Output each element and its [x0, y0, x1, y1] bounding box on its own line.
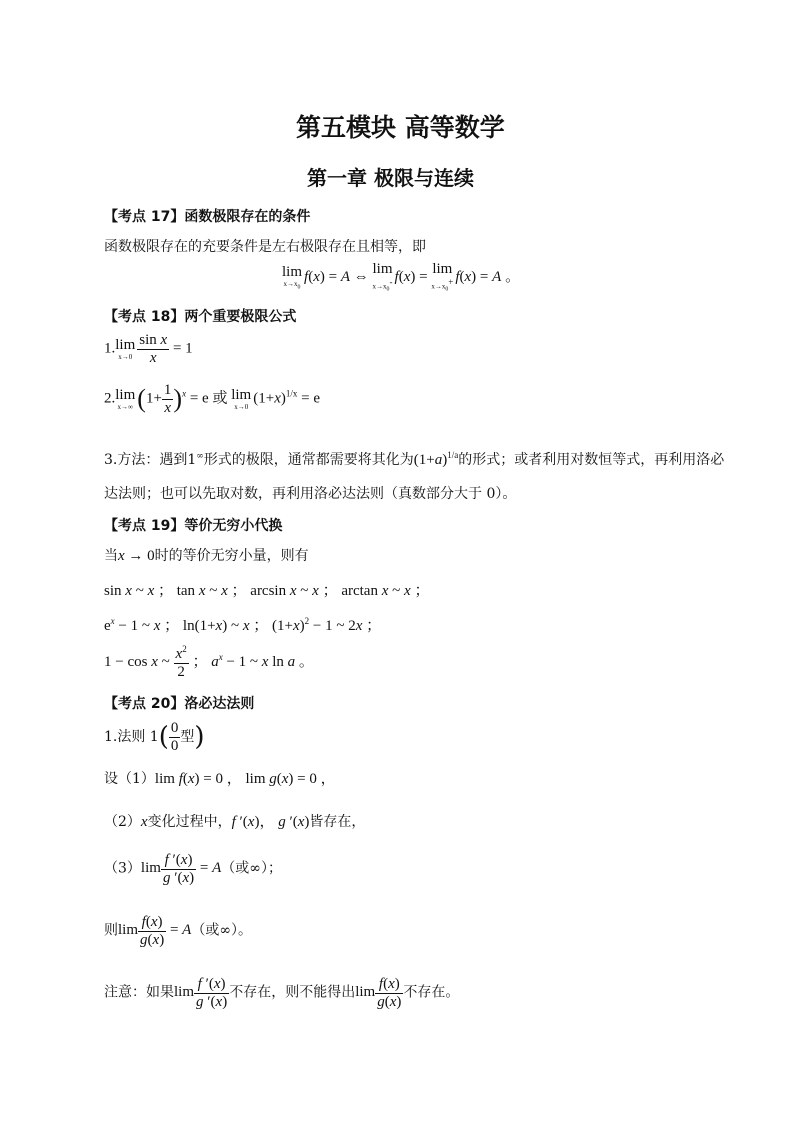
kp19-intro: 当x → 0时的等价无穷小量，则有 — [104, 548, 309, 564]
kp18-item3-line1: 3.方法：遇到1∞形式的极限，通常都需要将其化为$(1+a)^{1/a}$的形式；或者利用对数恒等式，再利用洛必 — [104, 450, 725, 468]
kp17-formula: lim $x\to x_0$ f(x) = A ⇔ lim $x\to x_0^-$ f(x) = lim $x\to x_0^+$ f(x) = A 。 — [282, 261, 521, 293]
kp20-cond1: 设（1）lim f(x) = 0 ， lim g(x) = 0 ， — [104, 771, 336, 787]
kp19-equiv-3: 1 − cos x ~ $\frac{x^2}{2}$ ； $a^x - 1$ ~ x ln a 。 — [104, 644, 314, 680]
kp20-heading: 【考点 20】洛必达法则 — [104, 696, 255, 712]
kp20-then: 则lim $\frac{f(x)}{g(x)}$ = A（或∞）。 — [104, 914, 252, 948]
kp18-formula-1: 1.lim x→0 $\frac{\text{sin x}}{x}$ = 1 — [104, 332, 193, 366]
kp17-text: 函数极限存在的充要条件是左右极限存在且相等，即 — [104, 239, 426, 255]
kp18-formula-2: 2.lim x→∞ (1+ $\frac{1}{x}$ )$^x$ = e 或 lim x→0 $(1+x)^{1/x} = e$ — [104, 382, 320, 416]
kp20-note: 注意：如果lim $\frac{f '(x)}{g '(x)}$ 不存在，则不能得出lim $\frac{f(x)}{g(x)}$ 不存在。 — [104, 976, 460, 1010]
kp19-equiv-2: $e^x - 1$ ~ x ； ln(1+x) ~ x ； $(1+x)^2 - 1$ ~ 2x ； — [104, 616, 382, 634]
kp19-heading: 【考点 19】等价无穷小代换 — [104, 518, 283, 534]
chapter-title: 第一章 极限与连续 — [307, 166, 474, 190]
kp20-rule1: 1.法则 1( $\frac{0}{0}$ 型) — [104, 720, 205, 754]
kp19-equiv-1: sin x ~ x ； tan x ~ x ； arcsin x ~ x ； arctan x ~ x ； — [104, 583, 430, 599]
kp18-heading: 【考点 18】两个重要极限公式 — [104, 309, 297, 325]
kp18-item2-label: 2. — [104, 390, 116, 407]
kp18-item1-label: 1. — [104, 340, 116, 357]
kp20-cond2: （2）x变化过程中，f ′(x)， g ′(x)皆存在， — [104, 814, 366, 830]
module-title: 第五模块 高等数学 — [296, 113, 505, 142]
kp20-cond3: （3）lim $\frac{f '(x)}{g '(x)}$ = A（或∞）； — [104, 852, 282, 886]
kp17-heading: 【考点 17】函数极限存在的条件 — [104, 209, 311, 225]
kp18-item3-line2: 达法则；也可以先取对数，再利用洛必达法则（真数部分大于 0）。 — [104, 486, 517, 502]
